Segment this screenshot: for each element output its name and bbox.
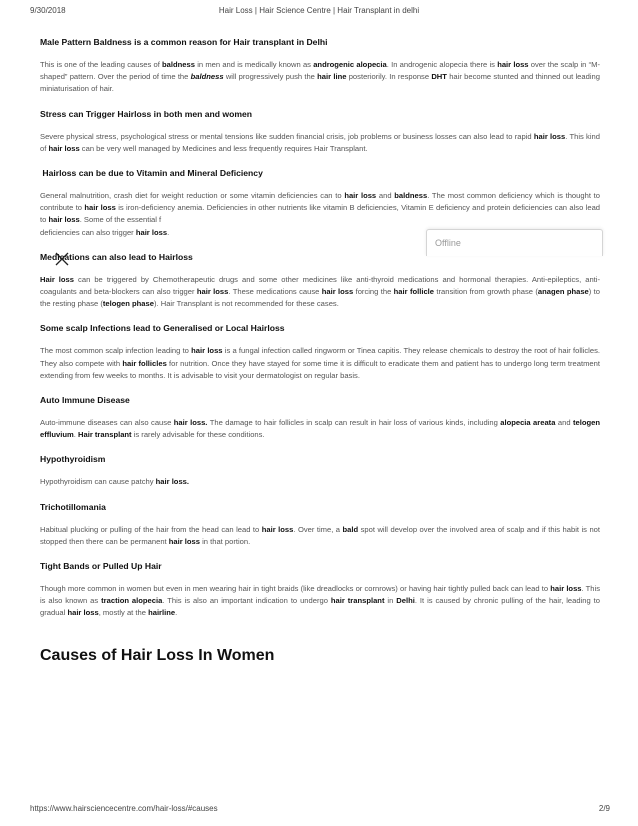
keyword-link[interactable]: baldness xyxy=(394,191,428,201)
keyword-link[interactable]: Hair transplant xyxy=(78,430,132,440)
chat-widget-offline[interactable] xyxy=(426,229,603,256)
print-page-number: 2/9 xyxy=(598,804,610,813)
keyword-link[interactable]: hair loss xyxy=(168,536,200,546)
keyword-link[interactable]: hair loss xyxy=(48,215,80,225)
keyword-link[interactable]: hair loss xyxy=(67,608,99,618)
section-paragraph-tight-bands: Though more common in women but even in men wearing hair in tight braids (like dreadlocks or cornrows) or having hair tightly pulled back can lead to hair loss. This is also known as traction alopecia. This is also an important indication to undergo hair transplant in Delhi. It is caused by chronic pulling of the hair, leading to gradual hair loss, mostly at the hairline. xyxy=(40,584,601,618)
keyword-link[interactable]: hair loss xyxy=(191,346,223,356)
keyword-link[interactable]: hair loss xyxy=(261,524,294,534)
section-heading-stress: Stress can Trigger Hairloss in both men and women xyxy=(40,108,253,119)
section-heading-hypothyroidism: Hypothyroidism xyxy=(40,454,106,465)
keyword-link[interactable]: DHT xyxy=(431,72,447,82)
section-paragraph-scalp-infections: The most common scalp infection leading to hair loss is a fungal infection called ringworm or Tinea capitis. They release chemicals to destroy the root of hair follicles. They also compete with hair follicles for nutrition. Once they have stayed for some time it is difficult to eradicate them and patient has to undergo long term treatment extending from few weeks to months. It is advisable to visit your dermatologist on regular basis. xyxy=(40,346,600,380)
section-paragraph-medications: Hair loss can be triggered by Chemotherapeutic drugs and some other medicines like anti-thyroid medications and hormonal therapies. Anti-epileptics, anti-coagulants and beta-blockers can also trigger hair loss. These medications cause hair loss forcing the hair follicle transition from growth phase (anagen phase) to the resting phase (telogen phase). Hair Transplant is not recommended for these cases. xyxy=(40,274,601,309)
section-heading-trichotillomania: Trichotillomania xyxy=(40,501,106,512)
section-paragraph-male-pattern-baldness: This is one of the leading causes of baldness in men and is medically known as androgenic alopecia. In androgenic alopecia there is hair loss over the scalp in “M-shaped” pattern. Over the period of time the baldness will progressively push the hair line posteriorily. In response DHT hair become stunted and thinned out leading miniaturisation of hair. xyxy=(40,60,600,94)
section-heading-vitamin: Hairloss can be due to Vitamin and Mineral Deficiency xyxy=(40,168,263,179)
keyword-link[interactable]: anagen phase xyxy=(537,287,589,297)
chat-status-label: Offline xyxy=(435,238,461,248)
keyword-link[interactable]: baldness xyxy=(190,72,224,82)
section-heading-tight-bands: Tight Bands or Pulled Up Hair xyxy=(40,561,162,572)
keyword-link[interactable]: baldness xyxy=(162,60,195,69)
causes-women-heading: Causes of Hair Loss In Women xyxy=(40,646,275,664)
keyword-link[interactable]: telogen phase xyxy=(102,299,154,309)
keyword-link[interactable]: hair loss xyxy=(321,287,354,297)
keyword-link[interactable]: hair follicles xyxy=(122,358,167,368)
keyword-link[interactable]: hair loss xyxy=(196,287,229,297)
section-paragraph-trichotillomania: Habitual plucking or pulling of the hair from the head can lead to hair loss. Over time, a bald spot will develop over the involved area of scalp and if this habit is not stopped then there can be permanent hair loss in that portion. xyxy=(40,524,601,546)
section-heading-male-pattern-baldness: Male Pattern Baldness is a common reason for Hair transplant in Delhi xyxy=(40,37,328,47)
section-heading-medications: Medications can also lead to Hairloss xyxy=(40,251,193,262)
keyword-link[interactable]: Delhi xyxy=(396,596,415,606)
keyword-link[interactable]: traction alopecia xyxy=(101,596,163,606)
keyword-link[interactable]: bald xyxy=(342,524,359,534)
keyword-link[interactable]: hair loss xyxy=(533,131,566,141)
keyword-link[interactable]: hairline xyxy=(148,608,176,618)
section-paragraph-auto-immune: Auto-immune diseases can also cause hair loss. The damage to hair follicles in scalp can result in hair loss of various kinds, including alopecia areata and telogen effluvium. Hair transplant is rarely advisable for these conditions. xyxy=(40,418,600,440)
keyword-link[interactable]: hair loss xyxy=(48,143,80,153)
print-date: 9/30/2018 xyxy=(30,6,66,15)
print-header xyxy=(0,6,638,20)
keyword-link[interactable]: hair loss xyxy=(497,60,529,69)
keyword-link[interactable]: hair follicle xyxy=(393,287,435,297)
keyword-link[interactable]: hair loss xyxy=(135,227,168,237)
article-content xyxy=(40,36,600,666)
section-heading-auto-immune: Auto Immune Disease xyxy=(40,395,130,406)
print-title: Hair Loss | Hair Science Centre | Hair Transplant in delhi xyxy=(218,6,420,15)
close-icon[interactable] xyxy=(55,252,69,266)
keyword-link[interactable]: telogen effluvium xyxy=(40,418,600,440)
keyword-link[interactable]: hair loss xyxy=(550,584,582,594)
keyword-link[interactable]: hair loss xyxy=(84,203,116,213)
print-url: https://www.hairsciencecentre.com/hair-loss/#causes xyxy=(30,804,218,813)
keyword-link[interactable]: hair loss. xyxy=(155,477,189,487)
keyword-link[interactable]: hair loss xyxy=(344,191,377,201)
keyword-link[interactable]: alopecia areata xyxy=(500,418,556,428)
keyword-link[interactable]: hair loss. xyxy=(173,418,208,428)
keyword-link[interactable]: hair line xyxy=(317,72,347,82)
section-heading-scalp-infections: Some scalp Infections lead to Generalised or Local Hairloss xyxy=(40,323,285,334)
section-paragraph-stress: Severe physical stress, psychological stress or mental tensions like sudden financial crisis, job problems or business losses can also lead to rapid hair loss. This kind of hair loss can be very well managed by Medicines and less frequently requires Hair Transplant. xyxy=(40,131,600,153)
section-paragraph-vitamin: General malnutrition, crash diet for weight reduction or some vitamin deficiencies can to hair loss and baldness. The most common deficiency which is thought to contribute to hair loss is iron-deficiency anemia. Deficiencies in other nutrients like vitamin B deficiencies, Vitamin E deficiency and protein deficiencies can also lead to hair loss. Some of the essential f deficiencies can also trigger hair loss. xyxy=(40,191,601,237)
keyword-link[interactable]: androgenic alopecia xyxy=(313,60,387,69)
section-paragraph-hypothyroidism: Hypothyroidism can cause patchy hair loss. xyxy=(40,477,189,487)
print-footer xyxy=(0,804,638,816)
keyword-link[interactable]: Hair loss xyxy=(40,274,75,284)
keyword-link[interactable]: hair transplant xyxy=(330,596,385,606)
